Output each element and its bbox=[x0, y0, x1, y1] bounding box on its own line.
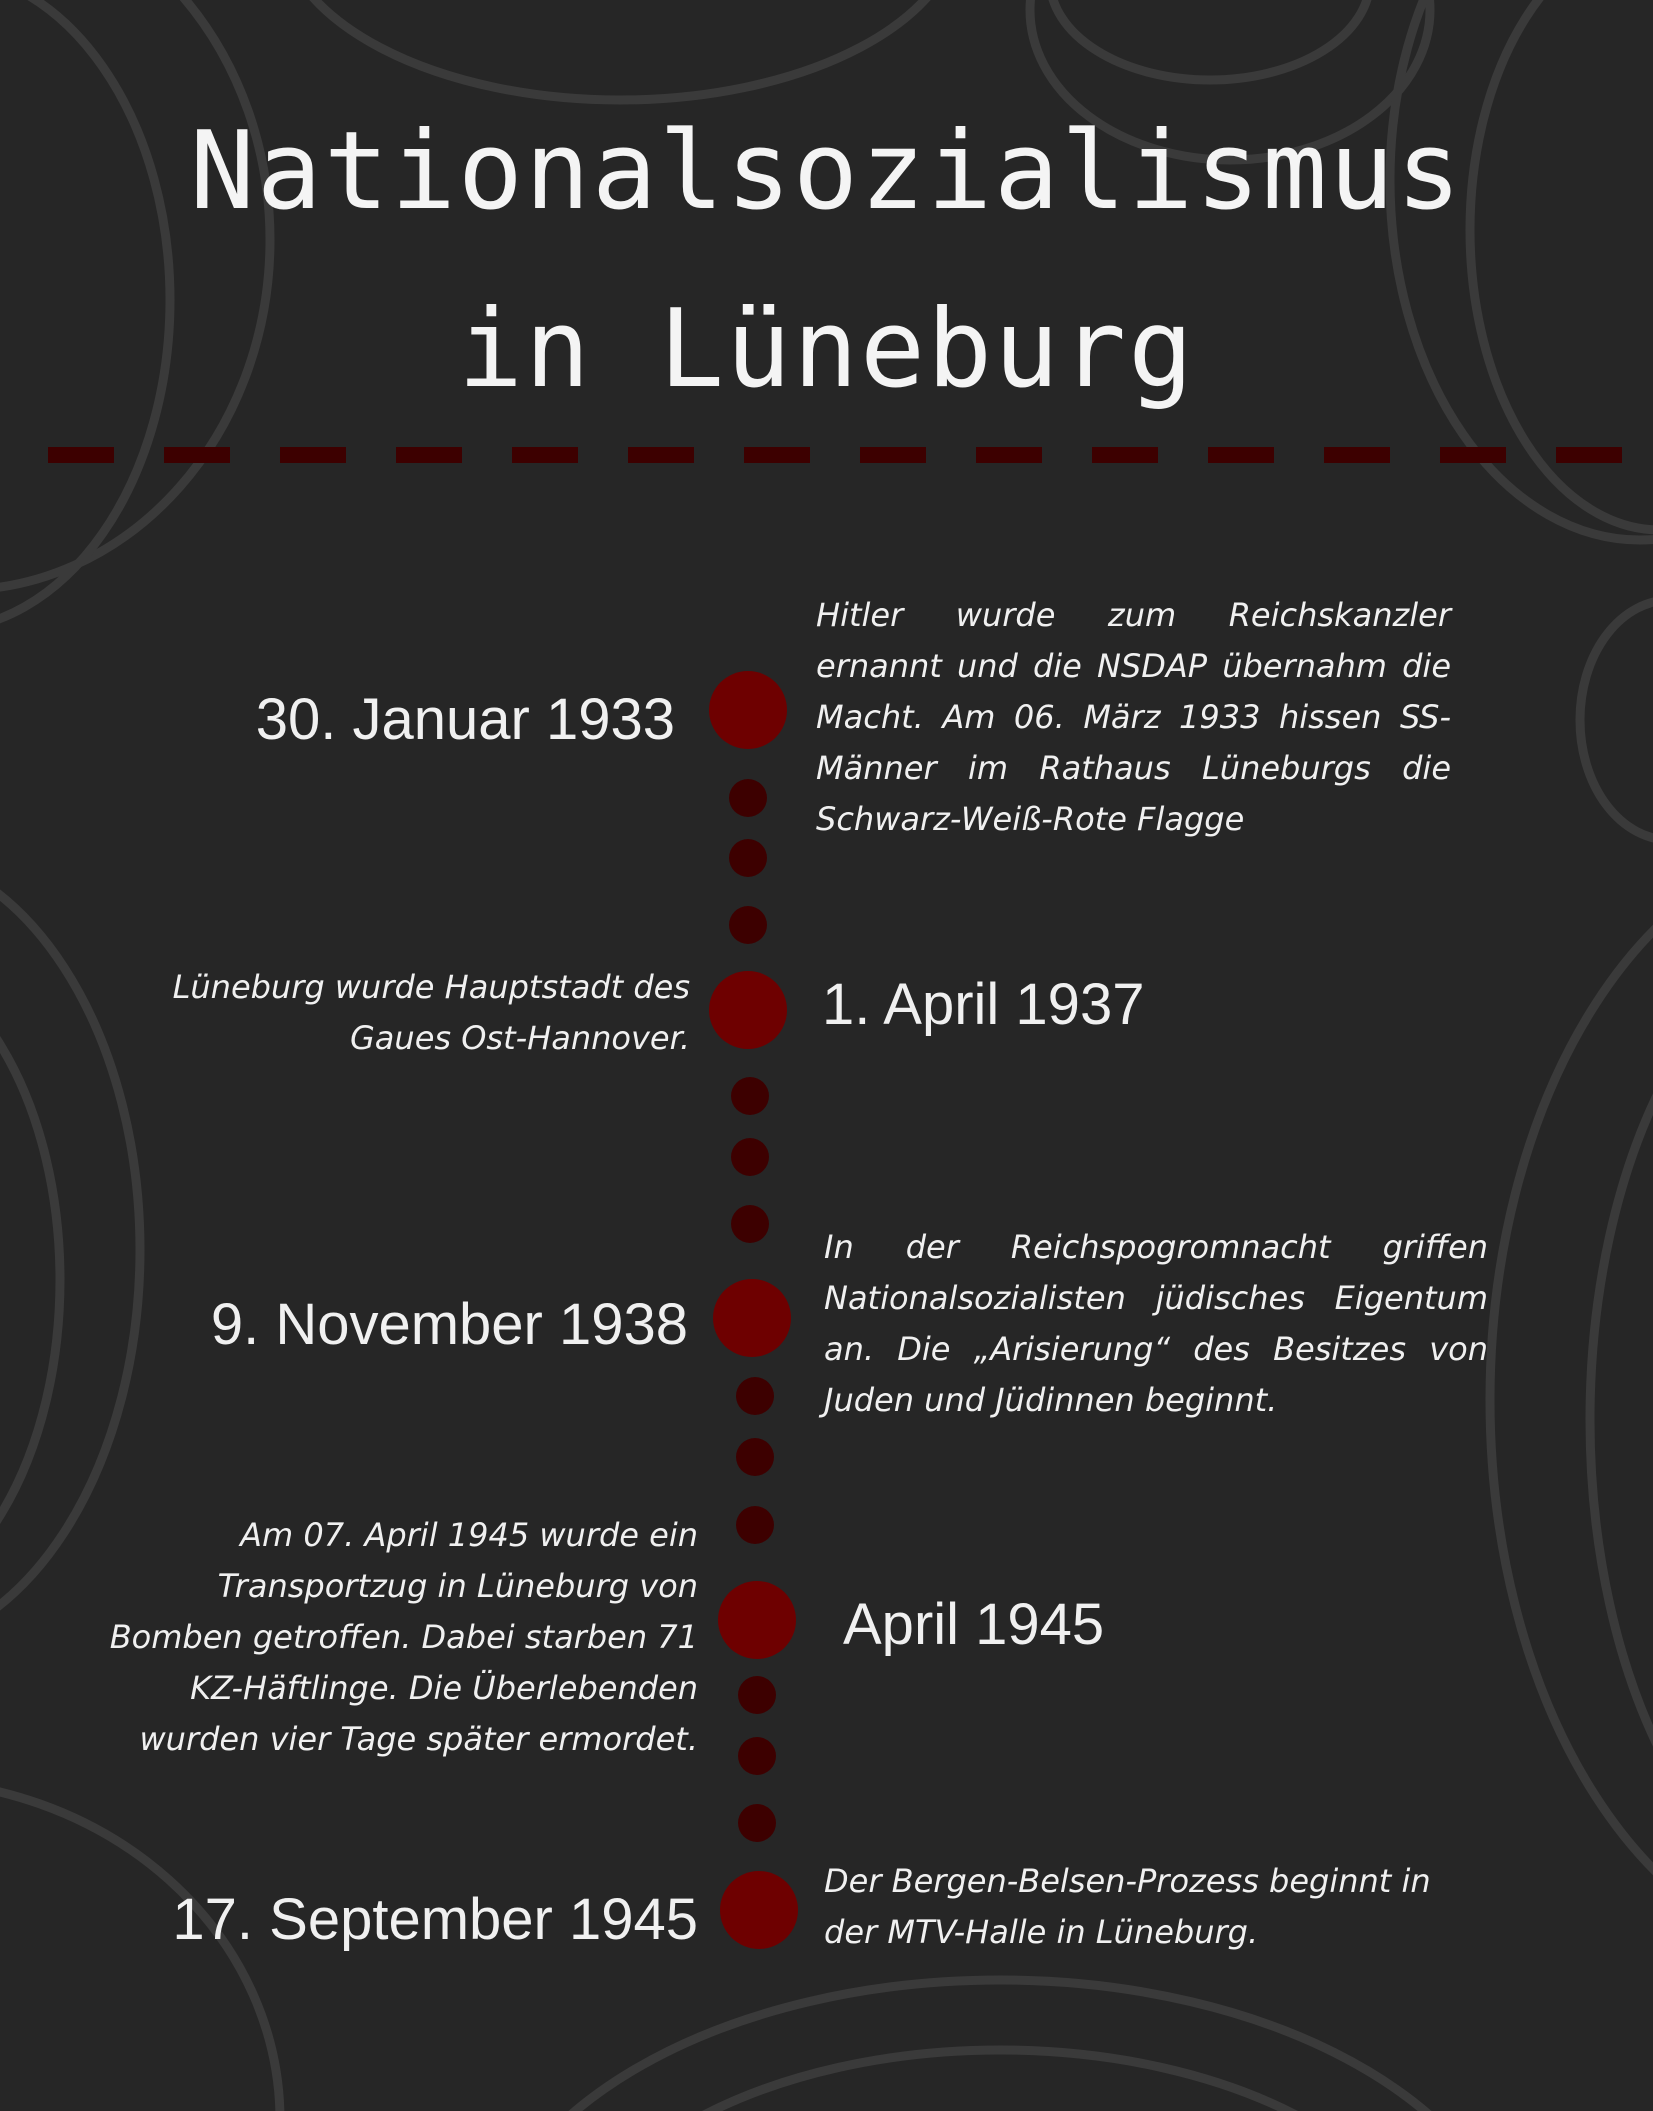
event-date-3: 9. November 1938 bbox=[210, 1292, 688, 1357]
event-date-4: April 1945 bbox=[843, 1592, 1105, 1657]
connector-dot bbox=[729, 779, 767, 817]
timeline-dot-5 bbox=[720, 1871, 798, 1949]
connector-dot bbox=[731, 1205, 769, 1243]
connector-dot bbox=[731, 1077, 769, 1115]
connector-dot bbox=[729, 839, 767, 877]
connector-dot bbox=[736, 1506, 774, 1544]
event-description-2: Lüneburg wurde Hauptstadt des Gaues Ost-Hannover. bbox=[172, 968, 690, 1057]
event-date-2: 1. April 1937 bbox=[822, 972, 1145, 1037]
connector-dot bbox=[738, 1737, 776, 1775]
connector-dot bbox=[738, 1804, 776, 1842]
page-title-line-2: in Lüneburg bbox=[457, 287, 1196, 412]
timeline-dot-1 bbox=[709, 671, 787, 749]
event-date-1: 30. Januar 1933 bbox=[255, 687, 675, 752]
event-description-1: Hitler wurde zum Reichskanzler ernannt und die NSDAP übernahm die Macht. Am 06. März 1933 hissen SS-Männer im Rathaus Lüneburgs die Schwarz-Weiß-Rote Flagge bbox=[816, 596, 1451, 838]
event-description-3: In der Reichspogromnacht griffen Nationalsozialisten jüdisches Eigentum an. Die „Arisierung“ des Besitzes von Juden und Jüdinnen beginnt. bbox=[824, 1228, 1488, 1419]
event-description-5: Der Bergen-Belsen-Prozess beginnt in der MTV-Halle in Lüneburg. bbox=[824, 1862, 1431, 1951]
connector-dot bbox=[736, 1377, 774, 1415]
connector-dot bbox=[729, 906, 767, 944]
connector-dot bbox=[736, 1438, 774, 1476]
timeline-dot-4 bbox=[718, 1581, 796, 1659]
connector-dot bbox=[731, 1138, 769, 1176]
timeline-dot-3 bbox=[713, 1279, 791, 1357]
page-title-line-1: Nationalsozialismus bbox=[189, 109, 1464, 234]
event-date-5: 17. September 1945 bbox=[172, 1887, 698, 1952]
timeline-dot-2 bbox=[709, 971, 787, 1049]
event-description-4: Am 07. April 1945 wurde ein Transportzug in Lüneburg von Bomben getroffen. Dabei starben 71 KZ-Häftlinge. Die Überlebenden wurden vier Tage später ermordet. bbox=[109, 1516, 698, 1758]
connector-dot bbox=[738, 1676, 776, 1714]
